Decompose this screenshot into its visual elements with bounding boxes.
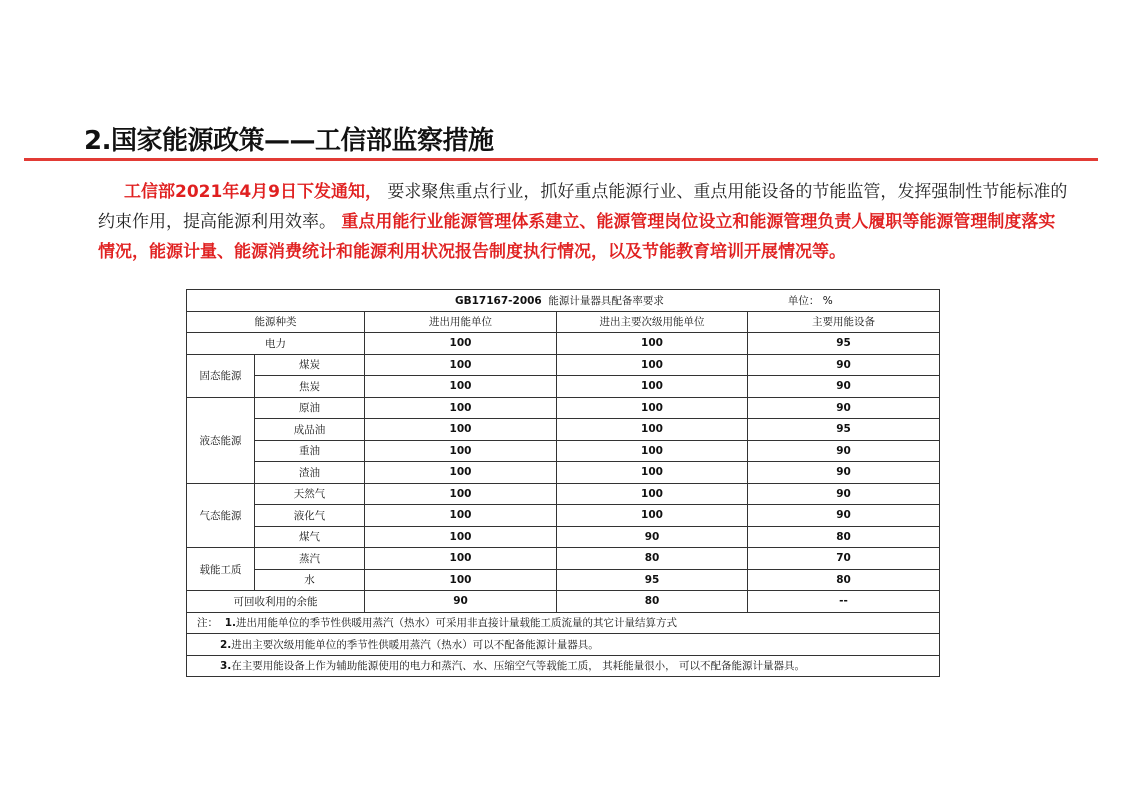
value-cell: 100 (557, 462, 748, 484)
energy-label: 电力 (187, 333, 365, 355)
table-row (187, 376, 940, 398)
group-label: 气态能源 (187, 483, 255, 548)
value-cell: 100 (365, 462, 557, 484)
value-cell: 100 (557, 376, 748, 398)
table-header-row (187, 311, 940, 333)
value-cell: 100 (557, 483, 748, 505)
energy-label: 蒸汽 (255, 548, 365, 570)
energy-label: 天然气 (255, 483, 365, 505)
standard-code: GB17167-2006 (455, 294, 542, 307)
value-cell: 100 (365, 397, 557, 419)
intro-paragraph (98, 177, 1068, 267)
value-cell: 90 (748, 462, 940, 484)
table-row (187, 462, 940, 484)
note-row (187, 612, 940, 634)
table-row (187, 440, 940, 462)
page-title: 2.国家能源政策——工信部监察措施 (84, 126, 494, 156)
note-prefix: 注： (197, 617, 218, 630)
note-number: 1. (224, 617, 236, 630)
energy-label: 液化气 (255, 505, 365, 527)
table-row (187, 419, 940, 441)
header-enterprise: 进出用能单位 (365, 311, 557, 333)
table-row (187, 505, 940, 527)
energy-label: 煤气 (255, 526, 365, 548)
value-cell: 90 (748, 376, 940, 398)
energy-label: 可回收利用的余能 (187, 591, 365, 613)
value-cell: 95 (748, 333, 940, 355)
value-cell: 100 (365, 376, 557, 398)
note-cell (187, 655, 940, 677)
table-row (187, 397, 940, 419)
value-cell: 80 (557, 548, 748, 570)
title-divider (24, 158, 1098, 161)
value-cell: 100 (365, 483, 557, 505)
value-cell: 100 (365, 354, 557, 376)
value-cell: 100 (365, 440, 557, 462)
note-number: 3. (220, 660, 232, 673)
value-cell: 100 (557, 333, 748, 355)
energy-label: 焦炭 (255, 376, 365, 398)
value-cell: 100 (557, 505, 748, 527)
value-cell: 80 (748, 526, 940, 548)
value-cell: 90 (365, 591, 557, 613)
value-cell: 100 (365, 333, 557, 355)
header-energy-type: 能源种类 (187, 311, 365, 333)
group-label: 固态能源 (187, 354, 255, 397)
table-row (187, 526, 940, 548)
unit-label: 单位： % (787, 294, 833, 307)
table-caption-row (187, 290, 940, 312)
energy-label: 煤炭 (255, 354, 365, 376)
value-cell: 100 (365, 548, 557, 570)
table-row (187, 591, 940, 613)
value-cell: 100 (365, 569, 557, 591)
value-cell: 70 (748, 548, 940, 570)
energy-label: 重油 (255, 440, 365, 462)
header-equipment: 主要用能设备 (748, 311, 940, 333)
note-cell (187, 612, 940, 634)
metering-ratio-table (186, 289, 940, 677)
value-cell: 95 (557, 569, 748, 591)
value-cell: 100 (557, 419, 748, 441)
value-cell: 90 (748, 397, 940, 419)
table-row (187, 483, 940, 505)
group-label: 液态能源 (187, 397, 255, 483)
note-cell (187, 634, 940, 656)
intro-lead: 工信部2021年4月9日下发通知， (124, 182, 382, 202)
value-cell: 90 (748, 483, 940, 505)
table-row (187, 333, 940, 355)
note-text: 进出主要次级用能单位的季节性供暖用蒸汽（热水）可以不配备能源计量器具。 (231, 638, 599, 651)
energy-label: 渣油 (255, 462, 365, 484)
value-cell: 100 (365, 526, 557, 548)
value-cell: 90 (557, 526, 748, 548)
value-cell: 80 (748, 569, 940, 591)
note-text: 进出用能单位的季节性供暖用蒸汽（热水）可采用非直接计量载能工质流量的其它计量结算方式 (235, 617, 677, 630)
intro-body: 要求聚焦重点行业，抓好重点能源行业、重点用能设备的节能监管，发挥强制性节能标准的约束作用，提高能源利用效率。 (98, 182, 1068, 232)
note-row (187, 655, 940, 677)
value-cell: 100 (557, 397, 748, 419)
table-row (187, 569, 940, 591)
table-row (187, 354, 940, 376)
energy-label: 原油 (255, 397, 365, 419)
value-cell: 100 (365, 419, 557, 441)
value-cell: 90 (748, 505, 940, 527)
value-cell: 100 (557, 440, 748, 462)
energy-label: 成品油 (255, 419, 365, 441)
value-cell: 80 (557, 591, 748, 613)
value-cell: -- (748, 591, 940, 613)
intro-emphasis: 重点用能行业能源管理体系建立、能源管理岗位设立和能源管理负责人履职等能源管理制度落实情况，能源计量、能源消费统计和能源利用状况报告制度执行情况，以及节能教育培训开展情况等。 (98, 212, 1056, 262)
note-row (187, 634, 940, 656)
note-number: 2. (220, 638, 232, 651)
value-cell: 90 (748, 440, 940, 462)
standard-title: 能源计量器具配备率要求 (548, 294, 664, 307)
value-cell: 100 (365, 505, 557, 527)
value-cell: 90 (748, 354, 940, 376)
group-label: 载能工质 (187, 548, 255, 591)
energy-label: 水 (255, 569, 365, 591)
value-cell: 100 (557, 354, 748, 376)
header-secondary-unit: 进出主要次级用能单位 (557, 311, 748, 333)
note-text: 在主要用能设备上作为辅助能源使用的电力和蒸汽、水、压缩空气等载能工质， 其耗能量很小， 可以不配备能源计量器具。 (231, 660, 805, 673)
table-caption (187, 290, 940, 312)
table-row (187, 548, 940, 570)
value-cell: 95 (748, 419, 940, 441)
